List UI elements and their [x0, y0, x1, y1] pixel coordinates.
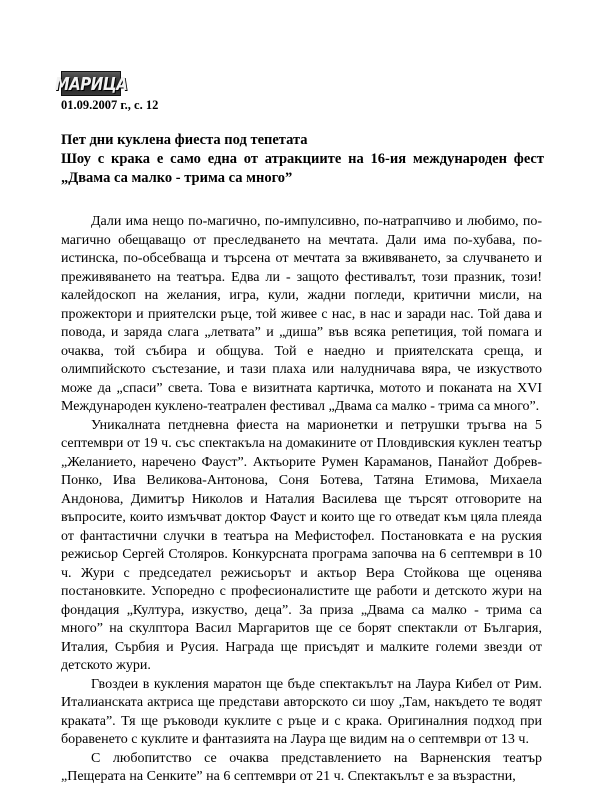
article-subtitle: Шоу с крака е само една от атракциите на 16-ия международен фест „Двама са малко - трима са много” — [61, 151, 544, 186]
newspaper-logo-text: МАРИЦА — [54, 72, 128, 95]
article-body — [61, 213, 542, 787]
article-paragraph: С любопитство се очаква представлението на Варненския театър „Пещерата на Сенките” на 6 септември от 21 ч. Спектакълът е за възрастни, — [61, 750, 542, 784]
newspaper-logo — [54, 71, 128, 96]
article-paragraph: Уникалната петдневна фиеста на марионетки и петрушки тръгва на 5 септември от 19 ч. със спектакъла на домакините от Пловдивския куклен театър „Желанието, наречено Фауст”. Актьорите Румен Караманов, Панайот Добрев-Понко, Ива Великова-Антонова, Соня Ботева, Татяна Етимова, Михаела Андонова, Димитър Николов и Наталия Василева ще търсят отговорите на въпросите, които измъчват доктор Фауст и които ще го отведат към цяла плеяда от фантастични случки в театъра на Мефистофел. Постановката е на руския режисьор Сергей Столяров. Конкурсната програма започва на 6 септември в 10 ч. Жури с председател режисьорът и актьор Вера Стойкова ще оценява постановките. Успоредно с професионалистите ще работи и детското жури на фондация „Култура, изкуство, деца”. За приза „Двама са малко - трима са много” на скулптора Васил Маргаритов ще се борят спектакли от България, Италия, Сърбия и Русия. Награда ще присъдят и малките големи звезди от детското жури. — [61, 417, 542, 673]
article-headline — [61, 131, 544, 188]
article-paragraph: Гвоздеи в кукления маратон ще бъде спектакълът на Лаура Кибел от Рим. Италианската актриса ще представи авторското си шоу „Там, накъдето те водят краката”. Тя ще ръководи куклите с ръце и с крака. Оригиналния подход при боравенето с куклите и фантазията на Лаура ще видим на о септември от 13 ч. — [61, 676, 542, 747]
source-date-page: 01.09.2007 г., с. 12 — [61, 98, 159, 112]
article-paragraph: Дали има нещо по-магично, по-импулсивно, по-натрапчиво и любимо, по-магично обещаващо от преследването на мечтата. Дали има по-хубава, по-истинска, по-обсебваща и търсена от мечтата за вживяването, за случването и преживяването на театъра. Едва ли - защото фестивалът, този празник, този! калейдоскоп на желания, игра, кули, жадни погледи, критични мисли, на прожектори и приятелски ръце, той живее с нас, в нас и заради нас. Той дава и повода, и заряда слага „летвата” и „диша” във всяка репетиция, той помага и очаква, той събира и общува. Той е наедно и приятелската среща, и олимпийското състезание, и тази плаха или налудничава вяра, че изкуството може да „спаси” света. Това е визитната картичка, мотото и поканата на XVI Международен куклено-театрален фестивал „Двама са малко - трима са много”. — [61, 214, 542, 414]
article-title: Пет дни куклена фиеста под тепетата — [61, 132, 308, 148]
